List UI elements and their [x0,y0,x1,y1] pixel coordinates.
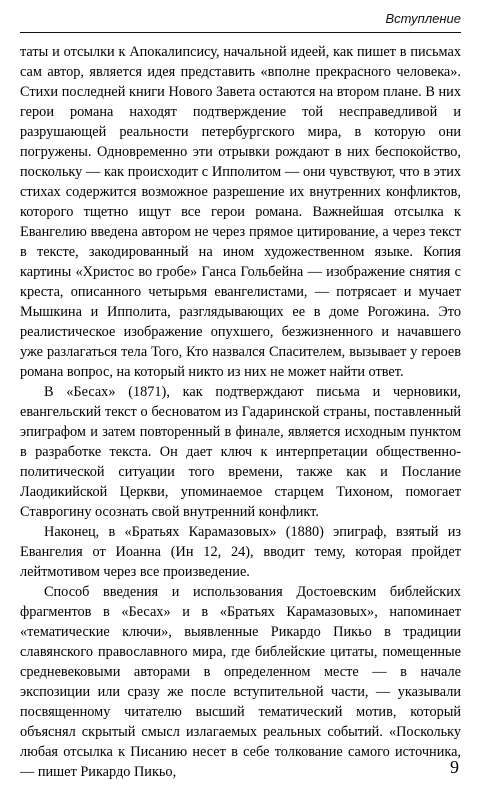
body-text [20,42,461,782]
page-number: 9 [450,757,459,777]
paragraph-thematic-keys: Способ введения и использования Достоевским библейских фрагментов в «Бесах» и в «Братьях Карамазовых», напоминает «тематические ключи», выявленные Рикардо Пикьо в традиции славянского православного мира, где библейские цитаты, помещенные средневековыми авторами в определенном месте — в начале экспозиции или сразу же после вступительной части, — указывали посвященному читателю высший тематический мотив, который объяснял скрытый смысл излагаемых реальных событий. «Поскольку любая отсылка к Писанию несет в себе толкование самого источника, — пишет Рикардо Пикьо, [20,584,461,780]
page-header [20,10,461,33]
running-head: Вступление [385,11,461,26]
header-rule [20,32,461,33]
paragraph-besy: В «Бесах» (1871), как подтверждают письма и черновики, евангельский текст о бесноватом из Гадаринской страны, поставленный эпиграфом и затем повторенный в финале, является исходным пунктом в разработке текста. Он дает ключ к интерпретации общественно-политической ситуации того времени, также как и Послание Лаодикийской Церкви, упоминаемое старцем Тихоном, помогает Ставрогину осознать свой внутренний конфликт. [20,384,461,520]
paragraph-continuation: таты и отсылки к Апокалипсису, начальной идеей, как пишет в письмах сам автор, является идея представить «вполне прекрасного человека». Стихи последней книги Нового Завета остаются на втором плане. В них герои романа находят подтверждение той несправедливой и разрушающей реальности петербургского мира, в которую они погружены. Одновременно эти отрывки рождают в них беспокойство, поскольку — как происходит с Ипполитом — они чувствуют, что в этих стихах содержится возможное разрешение их внутренних конфликтов, которого тщетно ищут все герои романа. Важнейшая отсылка к Евангелию введена автором не через прямое цитирование, а через текст в тексте, закодированный на ином художественном языке. Копия картины «Христос во гробе» Ганса Гольбейна — изображение снятия с креста, описанного четырьмя евангелистами, — потрясает и мучает Мышкина и Ипполита, разглядывающих ее в доме Рогожина. Это реалистическое изображение опухшего, безжизненного и начавшего уже разлагаться тела Того, Кто назвался Спасителем, вызывает у героев романа вопрос, на который никто из них не может найти ответ. [20,44,461,380]
paragraph-karamazovy: Наконец, в «Братьях Карамазовых» (1880) эпиграф, взятый из Евангелия от Иоанна (Ин 12, 24), вводит тему, которая пройдет лейтмотивом через все произведение. [20,524,461,580]
